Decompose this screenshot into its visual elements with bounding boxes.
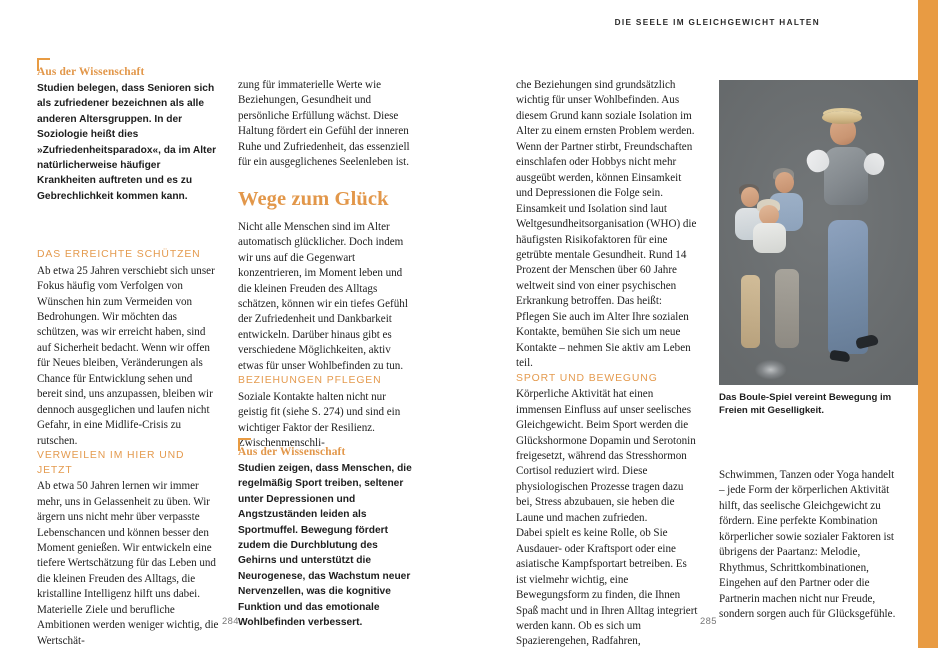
column-two <box>238 78 416 452</box>
running-head: DIE SEELE IM GLEICHGEWICHT HALTEN <box>614 18 820 27</box>
paragraph-col2-1: Nicht alle Menschen sind im Alter automatisch glücklicher. Doch indem wir uns auf die Gegenwart konzentrieren, im Moment leben und die kleinen Freuden des Alltags schätzen, können wir ein tiefes Gefühl der Zufriedenheit und Dankbarkeit entwickeln. Darüber hinaus gibt es verschiedene Möglichkeiten, aktiv etwas für unser Wohlbefinden zu tun. <box>238 220 408 372</box>
paragraph-col2-continued: zung für immaterielle Werte wie Beziehungen, Gesundheit und persönliche Erfüllung wächst. Diese Haltung fördert ein Gefühl der inneren Ruhe und Zufriedenheit, das essenziell für ein ausgeglichenes Seelenleben ist. <box>238 79 410 169</box>
subhead-das-erreichte-schuetzen: DAS ERREICHTE SCHÜTZEN <box>37 249 201 260</box>
paragraph-col3-continued: che Beziehungen sind grundsätzlich wichtig für unser Wohlbefinden. Aus diesem Grund kann soziale Isolation im Alter zu einem ernsten Problem werden. Wenn der Partner stirbt, Freundschaften einschlafen oder Hobbys nicht mehr ausgeübt werden, können Einsamkeit und Depressionen die Folge sein. Einsamkeit und Isolation sind laut Weltgesundheitsorganisation (WHO) die häufigsten Risikofaktoren für eine getrübte mentale Gesundheit. Rund 14 Prozent der Menschen über 60 Jahre weltweit sind von einer psychischen Erkrankung betroffen. Das heißt: Pflegen Sie auch im Alter Ihre sozialen Kontakte, bemühen Sie sich um neue Kontakte – nehmen Sie aktiv am Leben teil. <box>516 79 697 370</box>
paragraph-col3-1: Körperliche Aktivität hat einen immensen Einfluss auf unser seelisches Gleichgewicht. Beim Sport werden die Glückshormone Dopamin und Serotonin freigesetzt, während das Stresshormon Cortisol reduziert wird. Diese physiologischen Prozesse tragen dazu bei, Stress abzubauen, sie heben die Laune und machen zufrieden. <box>516 388 696 524</box>
edge-accent-band <box>918 0 938 648</box>
paragraph-col4-continued: Schwimmen, Tanzen oder Yoga handelt – jede Form der körperlichen Aktivität hilft, das seelische Gleichgewicht zu fördern. Eine perfekte Kombination körperlicher sowie sozialer Faktoren ist übrigens der Paartanz: Melodie, Rhythmus, Schrittkombinationen, Eingehen auf den Partner oder die Partnerin machen nicht nur Freude, sondern sorgen auch für Glücksgefühle. <box>719 469 896 621</box>
paragraph-col2-2: Soziale Kontakte halten nicht nur geistig fit (siehe S. 274) und sind ein wichtiger Faktor der Resilienz. Zwischenmenschli- <box>238 390 401 450</box>
subhead-verweilen-im-hier-und-jetzt: VERWEILEN IM HIER UND JETZT <box>37 450 185 476</box>
subhead-sport-und-bewegung: SPORT UND BEWEGUNG <box>516 372 658 384</box>
paragraph-col1-1: Ab etwa 25 Jahren verschiebt sich unser Fokus häufig vom Verfolgen von Wünschen hin zum Vermeiden von Bedrohungen. Wir möchten das schützen, was wir erreicht haben, sind auf Sicherheit bedacht. Wenn wir offen für Neues bleiben, Veränderungen als Chance für Entwicklung sehen und bereit sind, uns anzupassen, bleiben wir dennoch ausgeglichen und laufen nicht Gefahr, in eine Midlife-Crisis zu rutschen. <box>37 264 215 447</box>
section-heading-wege-zum-glueck: Wege zum Glück <box>238 187 389 210</box>
page-number-right: 285 <box>700 615 717 626</box>
science-box-middle <box>238 438 418 630</box>
science-box-left-title: Aus der Wissenschaft <box>37 66 145 78</box>
column-four <box>719 468 901 623</box>
column-three <box>516 78 698 650</box>
paragraph-col3-2: Dabei spielt es keine Rolle, ob Sie Ausdauer- oder Kraftsport oder eine asiatische Kampfsportart betreiben. Es ist vielmehr wichtig, eine Bewegungsform zu finden, die Ihnen Spaß macht und in Ihren Alltag integriert werden kann. Ob es sich um Spazierengehen, Radfahren, <box>516 527 698 648</box>
boules-photo <box>719 80 918 385</box>
corner-bracket-icon <box>37 58 50 71</box>
corner-bracket-icon <box>238 438 251 451</box>
science-box-left-text: Studien belegen, dass Senioren sich als zufriedener bezeichnen als alle anderen Altersgruppen. In der Soziologie heißt dies »Zufriedenheitsparadox«, da im Alter natürlicherweise häufiger Krankheiten auftreten und es zu Gebrechlichkeit kommen kann. <box>37 83 217 202</box>
photo-vignette <box>719 80 918 385</box>
photo-caption: Das Boule-Spiel vereint Bewegung im Freien mit Geselligkeit. <box>719 392 892 417</box>
science-box-middle-title: Aus der Wissenschaft <box>238 446 346 458</box>
subhead-beziehungen-pflegen: BEZIEHUNGEN PFLEGEN <box>238 375 382 387</box>
photo-background <box>719 80 918 385</box>
page-number-left: 284 <box>222 615 239 626</box>
science-box-middle-text: Studien zeigen, dass Menschen, die regelmäßig Sport treiben, seltener unter Depressionen und Angstzuständen leiden als Sportmuffel. Bewegung fördert zudem die Durchblutung des Gehirns und unterstützt die Neurogenese, das Wachstum neuer Nervenzellen, was die kognitive Funktion und das emotionale Wohlbefinden verbessert. <box>238 463 412 629</box>
science-box-left <box>37 58 221 204</box>
paragraph-col1-2: Ab etwa 50 Jahren lernen wir immer mehr, uns in Gelassenheit zu üben. Wir ärgern uns nicht mehr über verpasste Lebenschancen und können besser den Moment genießen. Wir entwickeln eine tiefere Wertschätzung für das Leben und die kleinen Freuden des Alltags, die kristalline Intelligenz hilft uns dabei. Materielle Ziele und berufliche Ambitionen werden weniger wichtig, die Wertschät- <box>37 480 219 647</box>
